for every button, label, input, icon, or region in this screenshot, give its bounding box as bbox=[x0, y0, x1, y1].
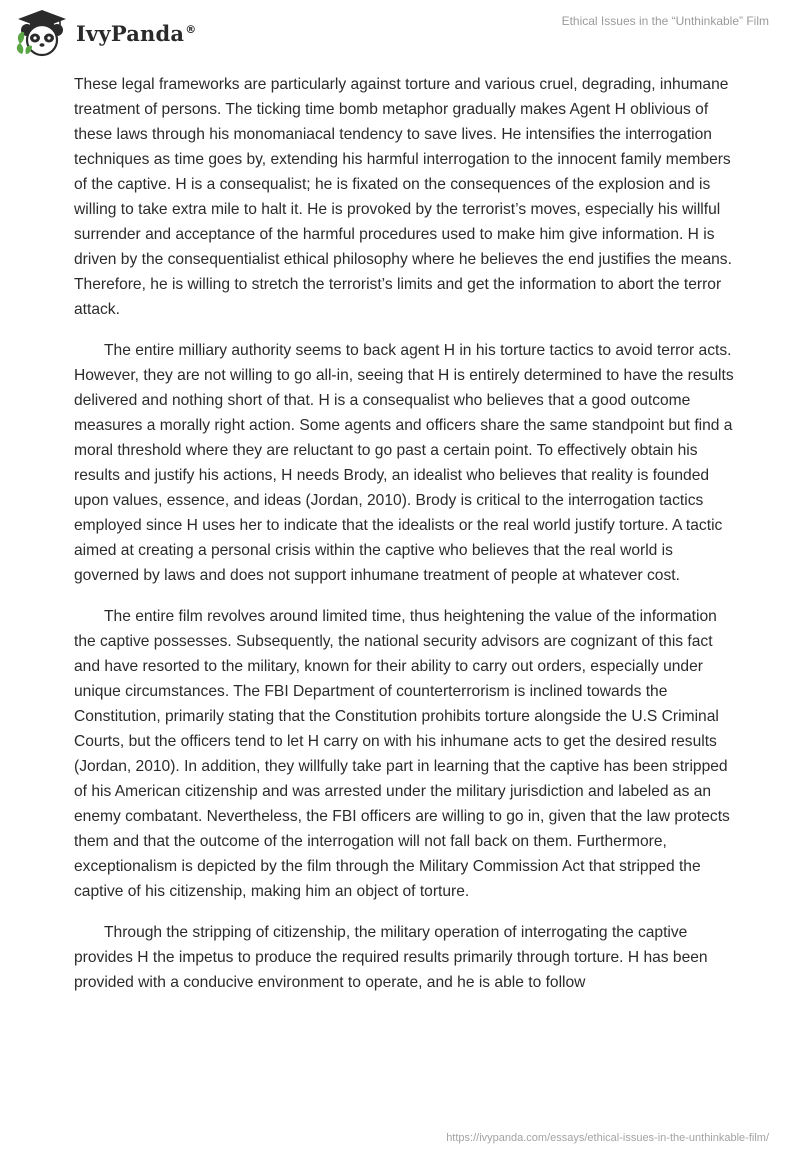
panda-graduate-icon bbox=[14, 8, 70, 58]
essay-body bbox=[74, 72, 734, 1011]
registered-mark: ® bbox=[185, 22, 197, 36]
paragraph-4: Through the stripping of citizenship, the military operation of interrogating the captive provides H the impetus to produce the required results primarily through torture. H has been provided with a conducive environment to operate, and he is able to follow bbox=[74, 924, 708, 991]
brand-name: IvyPanda® bbox=[76, 20, 197, 46]
source-url-link[interactable]: https://ivypanda.com/essays/ethical-issues-in-the-unthinkable-film/ bbox=[446, 1132, 769, 1144]
paragraph-1: These legal frameworks are particularly against torture and various cruel, degrading, inhumane treatment of persons. The ticking time bomb metaphor gradually makes Agent H oblivious of these laws through his monomaniacal tendency to save lives. He intensifies the interrogation techniques as time goes by, extending his harmful interrogation to the innocent family members of the captive. H is a consequalist; he is fixated on the consequences of the explosion and is willing to take extra mile to halt it. He is provoked by the terrorist’s moves, especially his willful surrender and acceptance of the harmful procedures used to make him give information. H is driven by the consequentialist ethical philosophy where he believes the end justifies the means. Therefore, he is willing to stretch the terrorist’s limits and get the information to abort the terror attack. bbox=[74, 76, 732, 318]
page-header bbox=[0, 0, 800, 70]
document-title: Ethical Issues in the “Unthinkable” Film bbox=[561, 14, 769, 28]
paragraph-3: The entire film revolves around limited time, thus heightening the value of the information the captive possesses. Subsequently, the national security advisors are cognizant of this fact and have resorted to the military, known for their ability to carry out orders, especially under unique circumstances. The FBI Department of counterterrorism is inclined towards the Constitution, primarily stating that the Constitution prohibits torture alongside the U.S Criminal Courts, but the officers tend to let H carry on with his inhumane acts to get the desired results (Jordan, 2010). In addition, they willfully take part in learning that the captive has been stripped of his American citizenship and was arrested under the military jurisdiction and labeled as an enemy combatant. Nevertheless, the FBI officers are willing to go in, given that the law protects them and that the outcome of the interrogation will not fall back on them. Furthermore, exceptionalism is depicted by the film through the Military Commission Act that stripped the captive of his citizenship, making him an object of torture. bbox=[74, 608, 730, 900]
paragraph-2: The entire milliary authority seems to back agent H in his torture tactics to avoid terror acts. However, they are not willing to go all-in, seeing that H is entirely determined to have the results delivered and nothing short of that. H is a consequalist who believes that a good outcome measures a morally right action. Some agents and officers share the same standpoint but find a moral threshold where they are reluctant to go past a certain point. To effectively obtain his results and justify his actions, H needs Brody, an idealist who believes that reality is founded upon values, essence, and ideas (Jordan, 2010). Brody is critical to the interrogation tactics employed since H uses her to indicate that the idealists or the real world justify torture. A tactic aimed at creating a personal crisis within the captive who believes that the real world is governed by laws and does not support inhumane treatment of people at whatever cost. bbox=[74, 342, 734, 584]
ivypanda-logo[interactable] bbox=[14, 8, 196, 58]
